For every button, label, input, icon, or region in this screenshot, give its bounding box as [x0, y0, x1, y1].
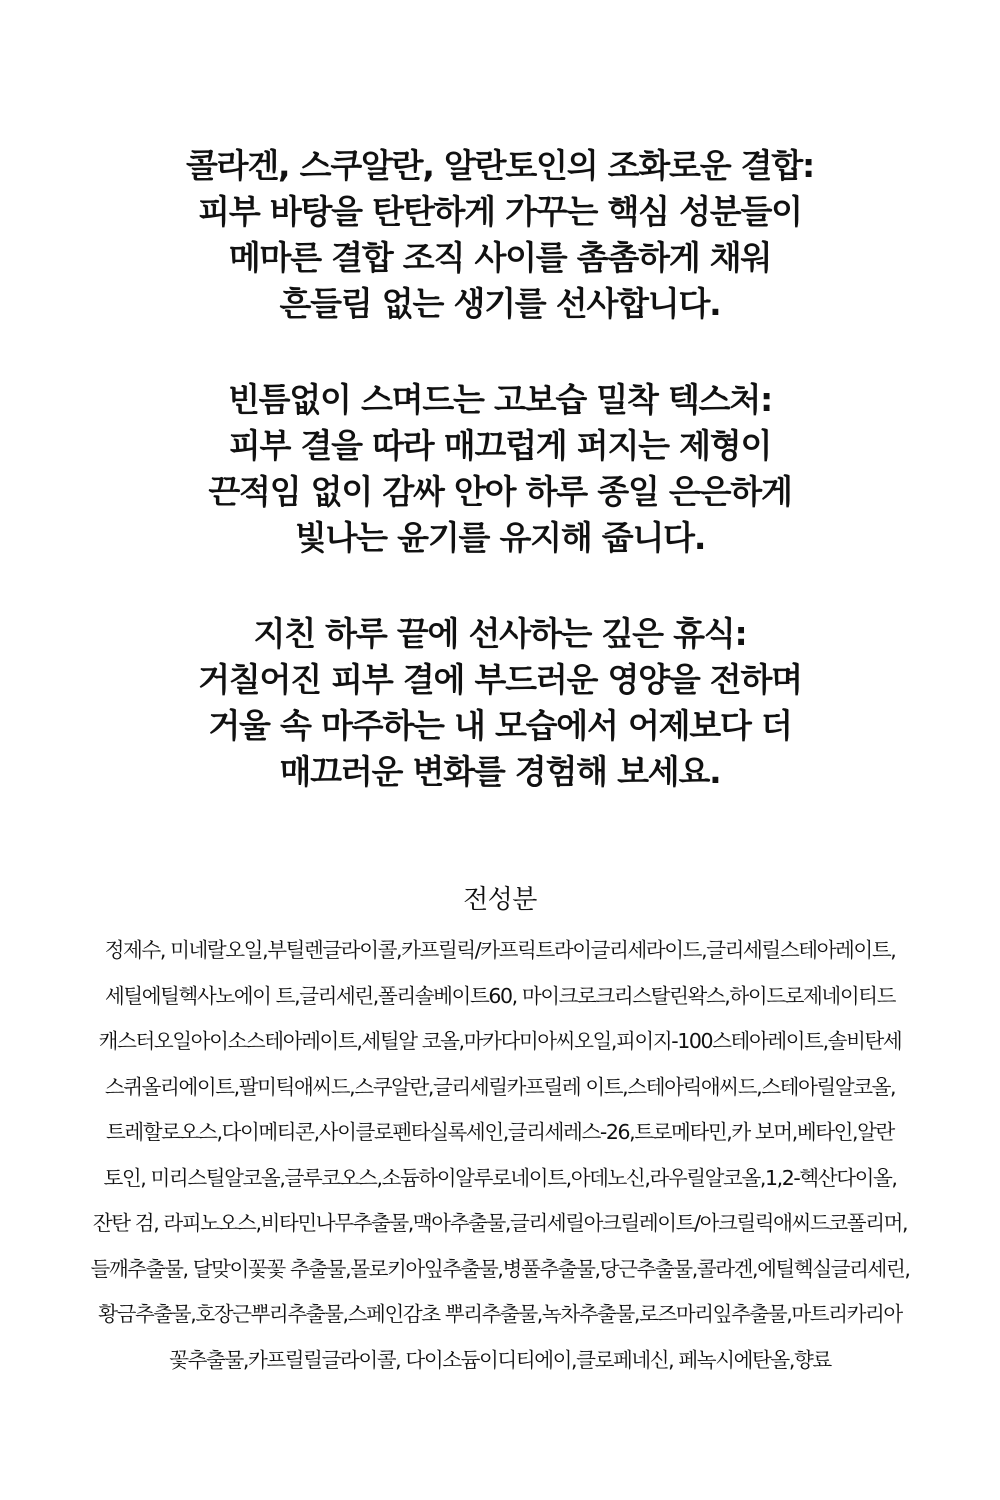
ingredients-line: 트레할로오스,다이메티콘,사이클로펜타실록세인,글리세레스-26,트로메타민,카 보머,베타인,알란 [106, 1120, 894, 1144]
ingredients-line: 황금추출물,호장근뿌리추출물,스페인감초 뿌리추출물,녹차추출물,로즈마리잎추출물,마트리카리아 [98, 1302, 902, 1326]
ingredients-line: 꽃추출물,카프릴릴글라이콜, 다이소듐이디티에이,클로페네신, 페녹시에탄올,향료 [169, 1347, 831, 1372]
feature-text-line: 흔들림 없는 생기를 선사합니다. [279, 284, 721, 323]
ingredients-line: 들깨추출물, 달맞이꽃꽃 추출물,몰로키아잎추출물,병풀추출물,당근추출물,콜라겐,에틸헥실글리세린, [90, 1256, 910, 1281]
feature-text-line: 거칠어진 피부 결에 부드러운 영양을 전하며 [198, 660, 802, 699]
ingredients-line: 정제수, 미네랄오일,부틸렌글라이콜,카프릴릭/카프릭트라이글리세라이드,글리세릴스테아레이트, [104, 938, 896, 962]
feature-text-line: 거울 속 마주하는 내 모습에서 어제보다 더 [208, 706, 792, 745]
feature-block-texture [0, 377, 1000, 561]
feature-block-rest [0, 611, 1000, 795]
feature-text-line: 메마른 결합 조직 사이를 촘촘하게 채워 [228, 238, 772, 277]
feature-block-collagen [0, 143, 1000, 327]
ingredients-line: 토인, 미리스틸알코올,글루코오스,소듐하이알루로네이트,아데노신,라우릴알코올,1,2-헥산다이올, [103, 1165, 897, 1190]
ingredients-line: 캐스터오일아이소스테아레이트,세틸알 코올,마카다미아씨오일,피이지-100스테아레이트,솔비탄세 [98, 1029, 902, 1053]
feature-heading: 지친 하루 끝에 선사하는 깊은 휴식: [253, 614, 747, 653]
ingredients-line: 잔탄 검, 라피노오스,비타민나무추출물,맥아추출물,글리세릴아크릴레이트/아크릴릭애씨드코폴리머, [92, 1211, 908, 1235]
feature-text-line: 빛나는 윤기를 유지해 줍니다. [294, 518, 706, 557]
feature-heading: 콜라겐, 스쿠알란, 알란토인의 조화로운 결합: [185, 146, 815, 185]
feature-text-line: 매끄러운 변화를 경험해 보세요. [279, 752, 721, 791]
feature-heading: 빈틈없이 스며드는 고보습 밀착 텍스처: [228, 380, 772, 419]
ingredients-line: 세틸에틸헥사노에이 트,글리세린,폴리솔베이트60, 마이크로크리스탈린왁스,하이드로제네이티드 [104, 983, 896, 1008]
feature-text-line: 피부 바탕을 탄탄하게 가꾸는 핵심 성분들이 [198, 192, 802, 231]
feature-text-line: 끈적임 없이 감싸 안아 하루 종일 은은하게 [208, 472, 792, 511]
feature-descriptions [0, 143, 1000, 845]
feature-text-line: 피부 결을 따라 매끄럽게 퍼지는 제형이 [228, 426, 772, 465]
ingredients-line: 스퀴올리에이트,팔미틱애씨드,스쿠알란,글리세릴카프릴레 이트,스테아릭애씨드,스테아릴알코올, [104, 1074, 896, 1099]
ingredients-title: 전성분 [463, 885, 537, 915]
ingredients-section [0, 880, 1000, 1383]
